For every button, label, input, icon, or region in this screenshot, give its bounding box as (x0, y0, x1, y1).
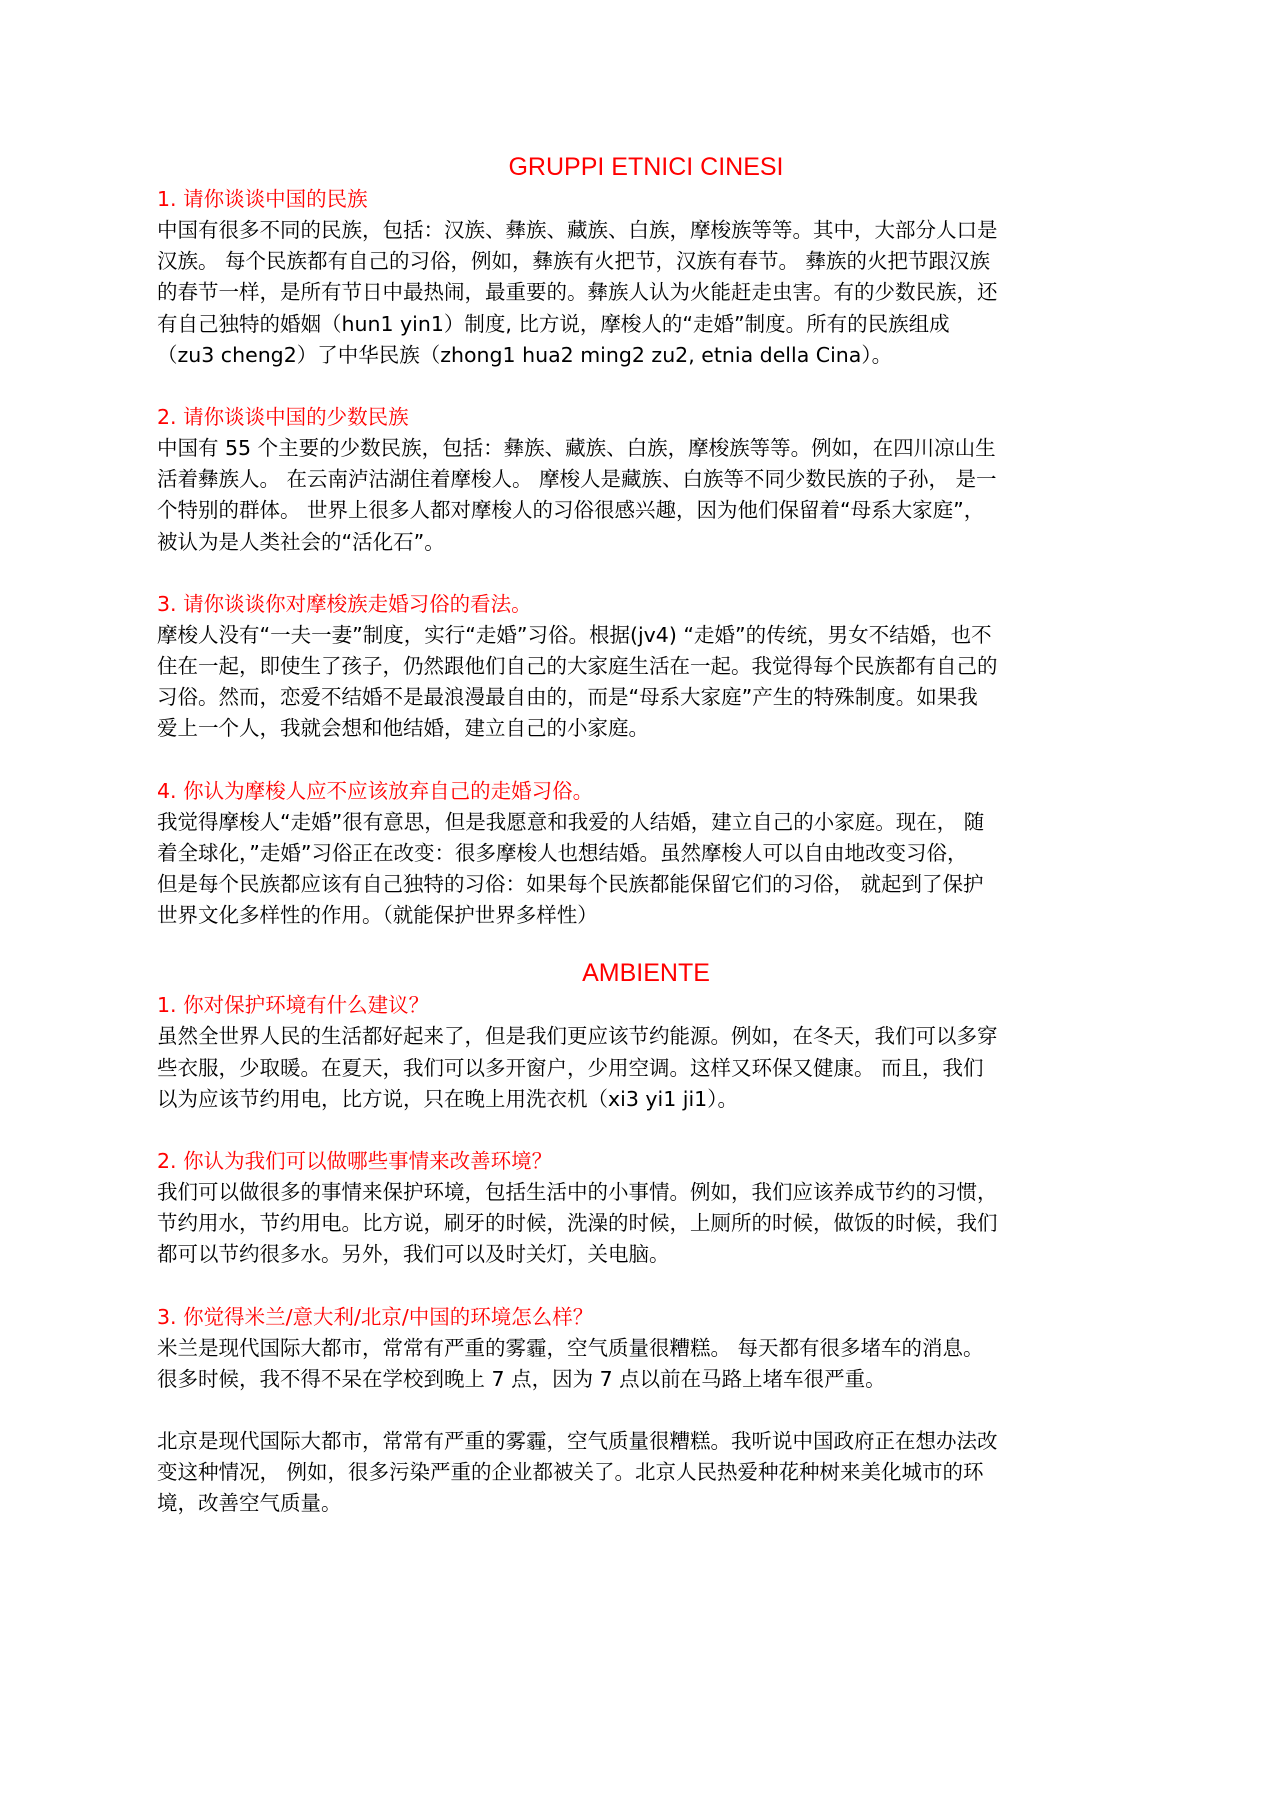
answer-line: 我觉得摩梭人“走婚”很有意思，但是我愿意和我爱的人结婚，建立自己的小家庭。现在， 随 (157, 809, 985, 834)
answer-line: 爱上一个人，我就会想和他结婚，建立自己的小家庭。 (157, 716, 649, 741)
question-heading: 2. 你认为我们可以做哪些事情来改善环境？ (157, 1149, 553, 1174)
answer-line: 着全球化，”走婚”习俗正在改变：很多摩梭人也想结婚。虽然摩梭人可以自由地改变习俗， (157, 840, 968, 865)
answer-paragraph (157, 1021, 1135, 1115)
answer-line: 虽然全世界人民的生活都好起来了，但是我们更应该节约能源。例如，在冬天，我们可以多穿 (157, 1024, 998, 1049)
answer-line: 习俗。然而，恋爱不结婚不是最浪漫最自由的，而是“母系大家庭”产生的特殊制度。如果我 (157, 685, 978, 710)
answer-line: 中国有 55 个主要的少数民族，包括：彝族、藏族、白族，摩梭族等等。例如，在四川凉山生 (157, 436, 996, 461)
answer-paragraph (157, 1177, 1135, 1271)
section-title-gruppi-etnici: GRUPPI ETNICI CINESI (508, 153, 784, 181)
answer-paragraph (157, 620, 1135, 745)
question-heading: 1. 你对保护环境有什么建议？ (157, 993, 430, 1018)
question-heading: 2. 请你谈谈中国的少数民族 (157, 405, 409, 430)
qa-block-4 (157, 776, 1135, 932)
answer-line: （zu3 cheng2）了中华民族（zhong1 hua2 ming2 zu2, etnia della Cina）。 (157, 342, 893, 367)
qa-block-5 (157, 990, 1135, 1115)
answer-line: 但是每个民族都应该有自己独特的习俗：如果每个民族都能保留它们的习俗， 就起到了保护 (157, 872, 984, 897)
document-page (157, 150, 1135, 1520)
answer-line: 节约用水，节约用电。比方说，刷牙的时候，洗澡的时候，上厕所的时候，做饭的时候，我们 (157, 1211, 998, 1236)
question-heading: 3. 请你谈谈你对摩梭族走婚习俗的看法。 (157, 591, 532, 616)
answer-line: 中国有很多不同的民族，包括：汉族、彝族、藏族、白族，摩梭族等等。其中，大部分人口是 (157, 218, 998, 242)
answer-paragraph (157, 1426, 1135, 1520)
answer-line: 很多时候，我不得不呆在学校到晚上 7 点，因为 7 点以前在马路上堵车很严重。 (157, 1366, 886, 1391)
answer-line: 变这种情况， 例如，很多污染严重的企业都被关了。北京人民热爱种花种树来美化城市的环 (157, 1460, 984, 1485)
spacer (157, 1115, 1135, 1146)
answer-line: 的春节一样，是所有节日中最热闹，最重要的。彝族人认为火能赶走虫害。有的少数民族，还 (157, 280, 998, 305)
answer-line: 汉族。 每个民族都有自己的习俗，例如，彝族有火把节，汉族有春节。 彝族的火把节跟汉族 (157, 249, 991, 274)
answer-line: 都可以节约很多水。另外，我们可以及时关灯，关电脑。 (157, 1242, 670, 1267)
qa-block-2 (157, 402, 1135, 558)
answer-line: 些衣服，少取暖。在夏天，我们可以多开窗户，少用空调。这样又环保又健康。 而且，我们 (157, 1055, 984, 1080)
qa-block-1 (157, 184, 1135, 371)
answer-line: 被认为是人类社会的“活化石”。 (157, 529, 445, 554)
answer-line: 我们可以做很多的事情来保护环境，包括生活中的小事情。例如，我们应该养成节约的习惯， (157, 1180, 998, 1205)
answer-paragraph (157, 215, 1135, 371)
answer-paragraph (157, 433, 1135, 558)
section-title-ambiente: AMBIENTE (582, 959, 710, 988)
question-heading: 1. 请你谈谈中国的民族 (157, 187, 368, 211)
answer-line: 米兰是现代国际大都市，常常有严重的雾霾，空气质量很糟糕。 每天都有很多堵车的消息。 (157, 1335, 984, 1360)
answer-line: 摩梭人没有“一夫一妻”制度，实行“走婚”习俗。根据(jv4) “走婚”的传统，男女不结婚，也不 (157, 622, 992, 647)
answer-line: 住在一起，即使生了孩子，仍然跟他们自己的大家庭生活在一起。我觉得每个民族都有自己的 (157, 654, 998, 679)
answer-line: 境，改善空气质量。 (157, 1491, 342, 1516)
spacer (157, 1271, 1135, 1302)
spacer (157, 371, 1135, 402)
answer-line: 以为应该节约用电，比方说，只在晚上用洗衣机（xi3 yi1 ji1）。 (157, 1086, 738, 1111)
spacer (157, 1395, 1135, 1426)
qa-block-7 (157, 1302, 1135, 1520)
answer-line: 世界文化多样性的作用。（就能保护世界多样性） (157, 903, 598, 928)
answer-paragraph (157, 807, 1135, 932)
answer-line: 有自己独特的婚姻（hun1 yin1）制度, 比方说，摩梭人的“走婚”制度。所有的民族组成 (157, 311, 950, 336)
spacer (157, 558, 1135, 589)
answer-paragraph (157, 1333, 1135, 1395)
qa-block-3 (157, 589, 1135, 745)
qa-block-6 (157, 1146, 1135, 1271)
answer-line: 活着彝族人。 在云南泸沽湖住着摩梭人。 摩梭人是藏族、白族等不同少数民族的子孙， 是一 (157, 467, 997, 492)
answer-line: 北京是现代国际大都市，常常有严重的雾霾，空气质量很糟糕。我听说中国政府正在想办法改 (157, 1429, 998, 1454)
spacer (157, 745, 1135, 776)
question-heading: 4. 你认为摩梭人应不应该放弃自己的走婚习俗。 (157, 778, 594, 803)
spacer (157, 931, 1135, 956)
answer-line: 个特别的群体。 世界上很多人都对摩梭人的习俗很感兴趣，因为他们保留着“母系大家庭”， (157, 498, 985, 523)
question-heading: 3. 你觉得米兰/意大利/北京/中国的环境怎么样？ (157, 1304, 594, 1329)
